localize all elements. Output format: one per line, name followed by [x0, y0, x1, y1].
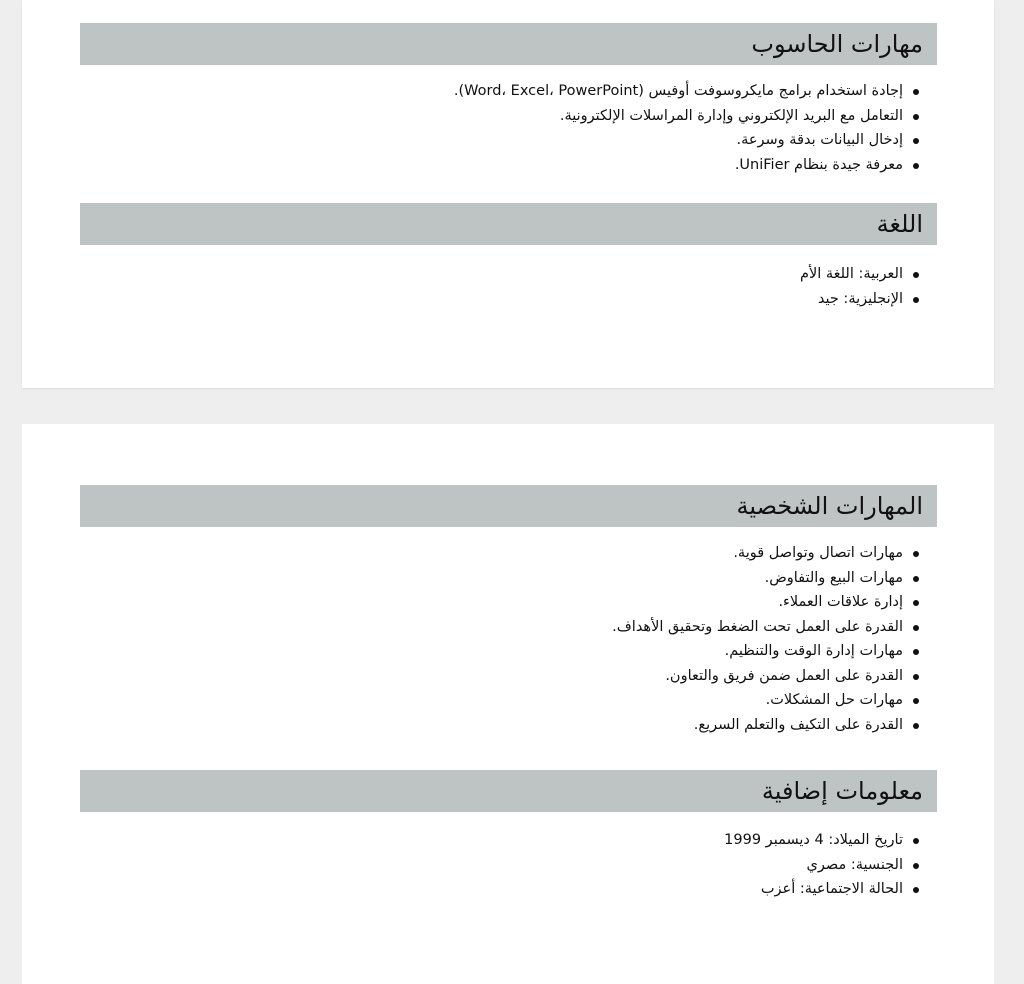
list-item: الجنسية: مصري — [80, 853, 923, 878]
list-item: مهارات إدارة الوقت والتنظيم. — [80, 639, 923, 664]
list-item: القدرة على التكيف والتعلم السريع. — [80, 713, 923, 738]
list-item: التعامل مع البريد الإلكتروني وإدارة المراسلات الإلكترونية. — [80, 104, 923, 129]
list-item: معرفة جيدة بنظام UniFier. — [80, 153, 923, 178]
additional-info-section — [80, 770, 937, 902]
list-item: مهارات اتصال وتواصل قوية. — [80, 541, 923, 566]
computer-skills-header — [80, 23, 937, 65]
language-section — [80, 203, 937, 311]
personal-skills-section — [80, 485, 937, 737]
list-item: إدارة علاقات العملاء. — [80, 590, 923, 615]
list-item: مهارات البيع والتفاوض. — [80, 566, 923, 591]
computer-skills-list — [80, 79, 937, 177]
list-item: القدرة على العمل تحت الضغط وتحقيق الأهداف. — [80, 615, 923, 640]
language-list — [80, 262, 937, 311]
language-header — [80, 203, 937, 245]
document-page-1 — [22, 0, 994, 388]
computer-skills-section — [80, 23, 937, 177]
personal-skills-list — [80, 541, 937, 737]
list-item: تاريخ الميلاد: 4 ديسمبر 1999 — [80, 828, 923, 853]
computer-skills-title: مهارات الحاسوب — [751, 30, 923, 58]
list-item: الإنجليزية: جيد — [80, 287, 923, 312]
list-item: العربية: اللغة الأم — [80, 262, 923, 287]
list-item: القدرة على العمل ضمن فريق والتعاون. — [80, 664, 923, 689]
list-item: إجادة استخدام برامج مايكروسوفت أوفيس (Word، Excel، PowerPoint). — [80, 79, 923, 104]
additional-info-header — [80, 770, 937, 812]
document-page-2 — [22, 424, 994, 984]
language-title: اللغة — [876, 210, 923, 238]
additional-info-list — [80, 828, 937, 902]
additional-info-title: معلومات إضافية — [761, 777, 923, 805]
list-item: إدخال البيانات بدقة وسرعة. — [80, 128, 923, 153]
personal-skills-header — [80, 485, 937, 527]
list-item: الحالة الاجتماعية: أعزب — [80, 877, 923, 902]
personal-skills-title: المهارات الشخصية — [736, 492, 923, 520]
list-item: مهارات حل المشكلات. — [80, 688, 923, 713]
